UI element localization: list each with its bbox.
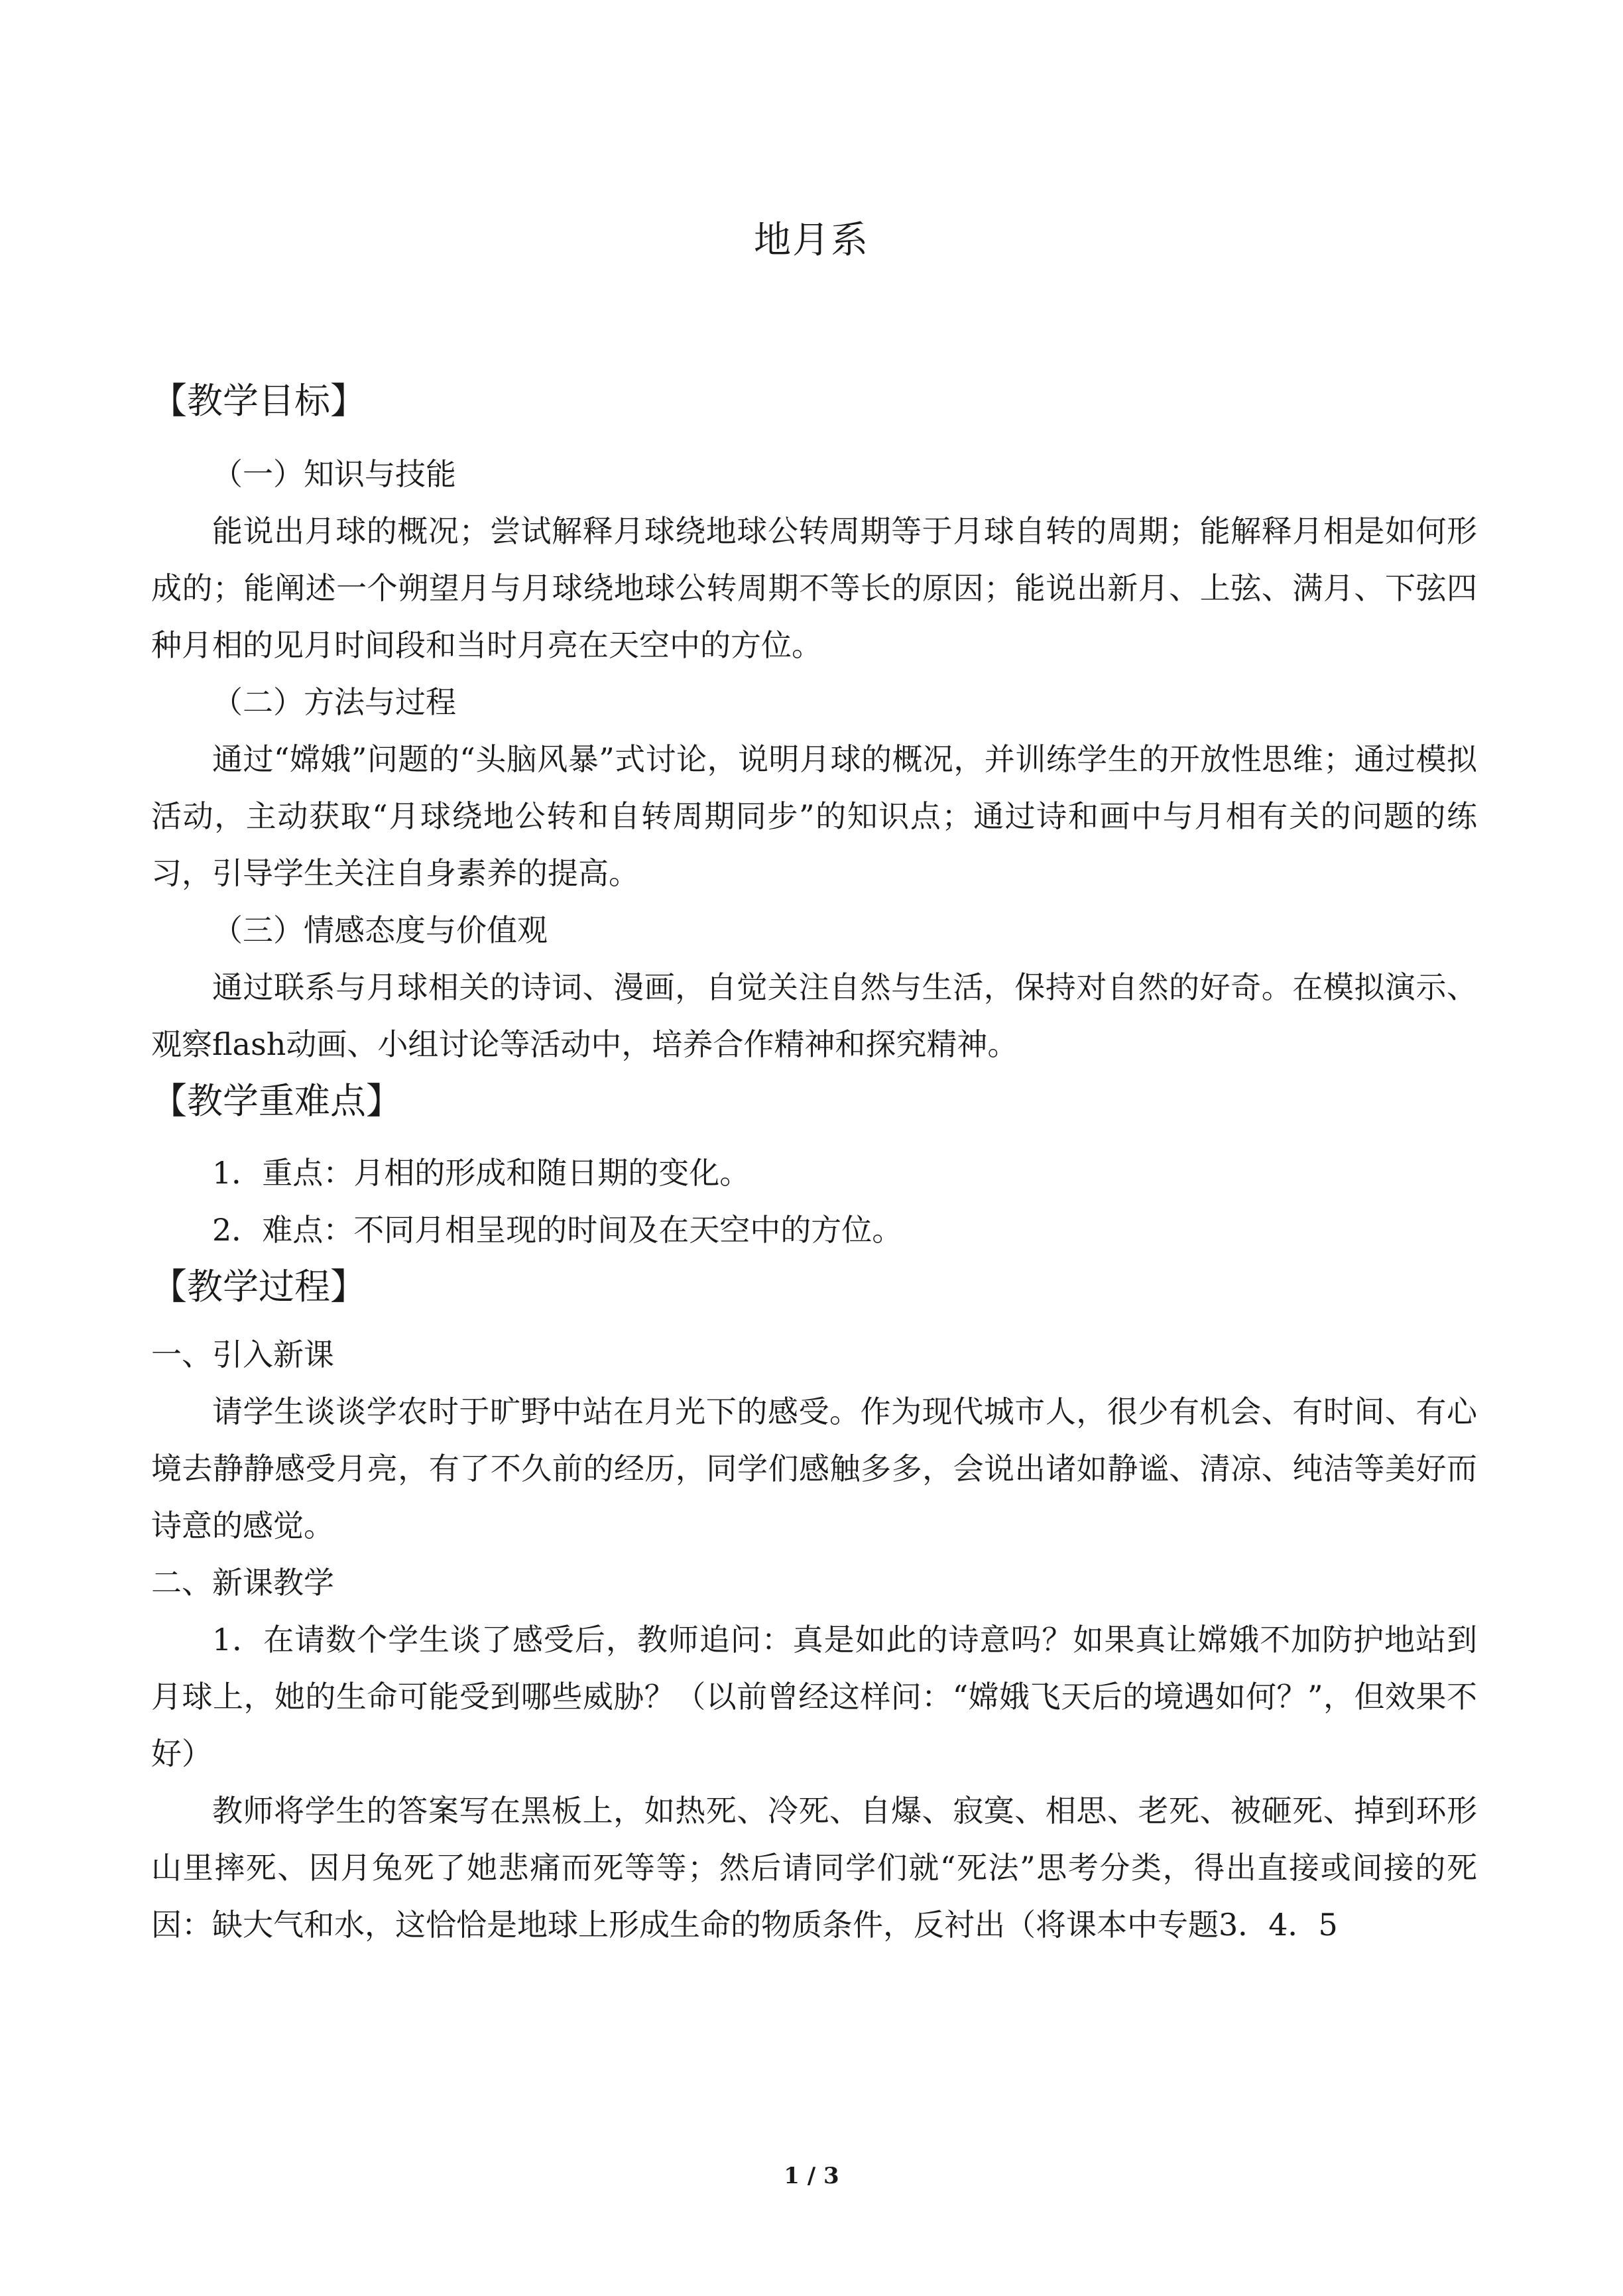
paragraph: 能说出月球的概况；尝试解释月球绕地球公转周期等于月球自转的周期；能解释月相是如何形成的；能阐述一个朔望月与月球绕地球公转周期不等长的原因；能说出新月、上弦、满月、下弦四种月相的见月时间段和当时月亮在天空中的方位。 [151,513,1477,663]
section-heading: 【教学过程】 [151,1266,366,1307]
page-number: 1 / 3 [784,2163,839,2189]
section-key-points [151,1078,1477,1258]
document-title: 地月系 [754,219,869,262]
paragraph: 通过联系与月球相关的诗词、漫画，自觉关注自然与生活，保持对自然的好奇。在模拟演示、观察flash动画、小组讨论等活动中，培养合作精神和探究精神。 [151,969,1477,1062]
part-title: 一、引入新课 [151,1337,334,1372]
document-body [151,378,1477,1953]
subsection-title: （三）情感态度与价值观 [212,912,548,948]
part-title: 二、新课教学 [151,1565,334,1601]
paragraph: 1．在请数个学生谈了感受后，教师追问：真是如此的诗意吗？如果真让嫦娥不加防护地站到月球上，她的生命可能受到哪些威胁？（以前曾经这样问：“嫦娥飞天后的境遇如何？”，但效果不好） [151,1622,1477,1772]
subsection-title: （二）方法与过程 [212,684,456,720]
section-heading: 【教学目标】 [151,380,366,422]
paragraph: 教师将学生的答案写在黑板上，如热死、冷死、自爆、寂寞、相思、老死、被砸死、掉到环形山里摔死、因月兔死了她悲痛而死等等；然后请同学们就“死法”思考分类，得出直接或间接的死因：缺大气和水，这恰恰是地球上形成生命的物质条件，反衬出（将课本中专题3．4．5 [151,1793,1477,1943]
paragraph: 请学生谈谈学农时于旷野中站在月光下的感受。作为现代城市人，很少有机会、有时间、有心境去静静感受月亮，有了不久前的经历，同学们感触多多，会说出诸如静谧、清凉、纯洁等美好而诗意的感觉。 [151,1394,1477,1543]
section-heading: 【教学重难点】 [151,1080,402,1122]
key-point-item: 2．难点：不同月相呈现的时间及在天空中的方位。 [212,1212,903,1248]
section-teaching-process [151,1264,1477,1953]
section-teaching-goals [151,378,1477,1073]
paragraph: 通过“嫦娥”问题的“头脑风暴”式讨论，说明月球的概况，并训练学生的开放性思维；通过模拟活动，主动获取“月球绕地公转和自转周期同步”的知识点；通过诗和画中与月相有关的问题的练习，引导学生关注自身素养的提高。 [151,741,1477,891]
subsection-title: （一）知识与技能 [212,456,456,492]
key-point-item: 1．重点：月相的形成和随日期的变化。 [212,1155,751,1191]
